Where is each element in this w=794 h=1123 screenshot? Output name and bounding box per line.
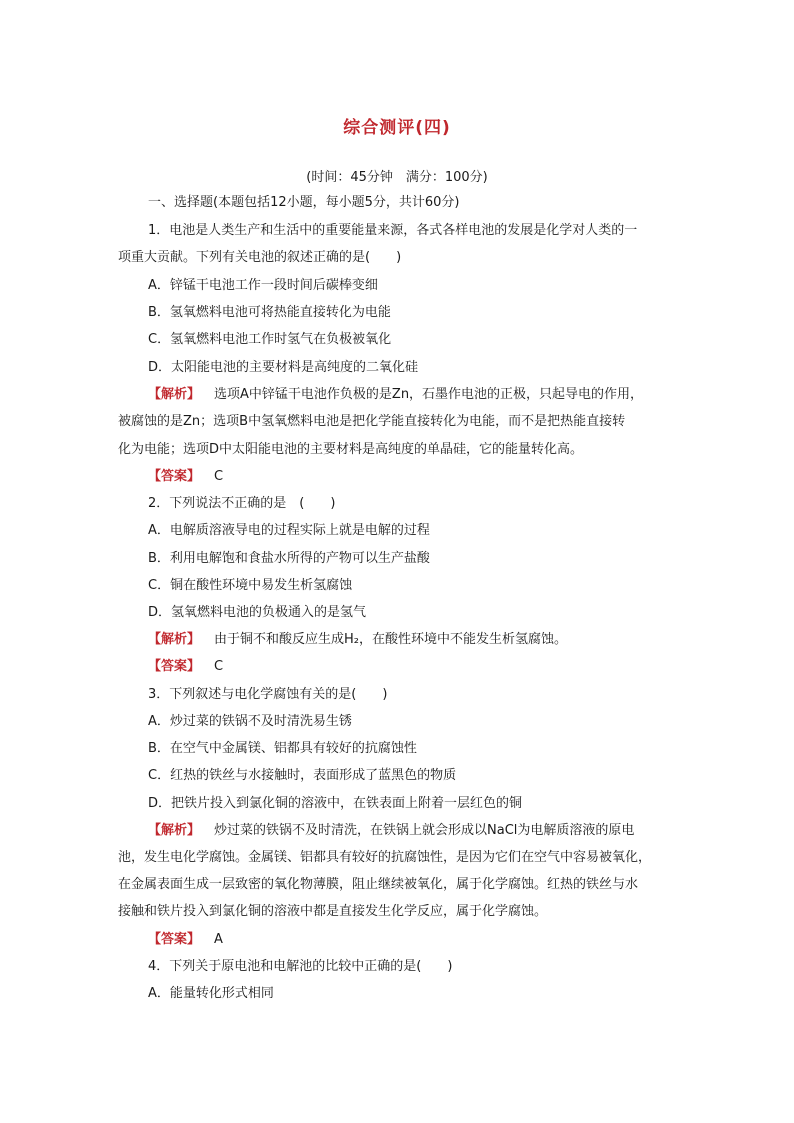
- q4-stem: 4．下列关于原电池和电解池的比较中正确的是( ): [148, 959, 453, 974]
- q1-stem-line1: 1．电池是人类生产和生活中的重要能量来源，各式各样电池的发展是化学对人类的一: [148, 223, 638, 238]
- q2-option-c: C．铜在酸性环境中易发生析氢腐蚀: [148, 578, 353, 593]
- q1-analysis-line3: 化为电能；选项D中太阳能电池的主要材料是高纯度的单晶硅，它的能量转化高。: [118, 442, 584, 457]
- q1-option-b: B．氢氧燃料电池可将热能直接转化为电能: [148, 305, 391, 320]
- analysis-label: 【解析】: [148, 823, 201, 838]
- q3-option-d: D．把铁片投入到氯化铜的溶液中，在铁表面上附着一层红色的铜: [148, 796, 523, 811]
- q1-option-d: D．太阳能电池的主要材料是高纯度的二氧化硅: [148, 360, 419, 375]
- q1-answer: [148, 468, 223, 486]
- page-title: 综合测评(四): [343, 118, 451, 138]
- analysis-label: 【解析】: [148, 632, 201, 647]
- q3-option-c: C．红热的铁丝与水接触时，表面形成了蓝黑色的物质: [148, 768, 457, 783]
- q3-analysis-line3: 在金属表面生成一层致密的氧化物薄膜，阻止继续被氧化，属于化学腐蚀。红热的铁丝与水: [118, 877, 639, 892]
- q2-answer-value: C: [214, 659, 224, 674]
- q1-option-c: C．氢氧燃料电池工作时氢气在负极被氧化: [148, 332, 392, 347]
- q1-analysis-line2: 被腐蚀的是Zn；选项B中氢氧燃料电池是把化学能直接转化为电能，而不是把热能直接转: [118, 414, 626, 429]
- q1-stem-line2: 项重大贡献。下列有关电池的叙述正确的是( ): [118, 250, 402, 265]
- analysis-label: 【解析】: [148, 387, 201, 402]
- q2-analysis: [148, 631, 567, 649]
- answer-label: 【答案】: [148, 469, 201, 484]
- q1-answer-value: C: [214, 469, 224, 484]
- q1-option-a: A．锌锰干电池工作一段时间后碳棒变细: [148, 278, 378, 293]
- q2-option-a: A．电解质溶液导电的过程实际上就是电解的过程: [148, 523, 430, 538]
- q1-analysis: [148, 386, 643, 404]
- exam-meta: (时间：45分钟 满分：100分): [306, 170, 488, 185]
- q4-option-a: A．能量转化形式相同: [148, 986, 274, 1001]
- q3-analysis-line4: 接触和铁片投入到氯化铜的溶液中都是直接发生化学反应，属于化学腐蚀。: [118, 904, 548, 919]
- answer-label: 【答案】: [148, 659, 201, 674]
- answer-label: 【答案】: [148, 932, 201, 947]
- section-heading: 一、选择题(本题包括12小题，每小题5分，共计60分): [148, 195, 460, 210]
- q3-answer-value: A: [214, 932, 223, 947]
- q3-option-b: B．在空气中金属镁、铝都具有较好的抗腐蚀性: [148, 741, 417, 756]
- q2-analysis-text: 由于铜不和酸反应生成H₂，在酸性环境中不能发生析氢腐蚀。: [214, 632, 568, 647]
- q2-option-d: D．氢氧燃料电池的负极通入的是氢气: [148, 605, 367, 620]
- q3-stem: 3．下列叙述与电化学腐蚀有关的是( ): [148, 687, 388, 702]
- q3-analysis-line2: 池，发生电化学腐蚀。金属镁、铝都具有较好的抗腐蚀性，是因为它们在空气中容易被氧化，: [118, 850, 652, 865]
- q2-stem: 2．下列说法不正确的是 ( ): [148, 496, 336, 511]
- q3-option-a: A．炒过菜的铁锅不及时清洗易生锈: [148, 714, 352, 729]
- q3-analysis-text: 炒过菜的铁锅不及时清洗，在铁锅上就会形成以NaCl为电解质溶液的原电: [214, 823, 635, 838]
- q3-analysis: [148, 822, 634, 840]
- q2-option-b: B．利用电解饱和食盐水所得的产物可以生产盐酸: [148, 551, 430, 566]
- q3-answer: [148, 931, 223, 949]
- q1-analysis-text: 选项A中锌锰干电池作负极的是Zn，石墨作电池的正极，只起导电的作用，: [214, 387, 644, 402]
- q2-answer: [148, 658, 223, 676]
